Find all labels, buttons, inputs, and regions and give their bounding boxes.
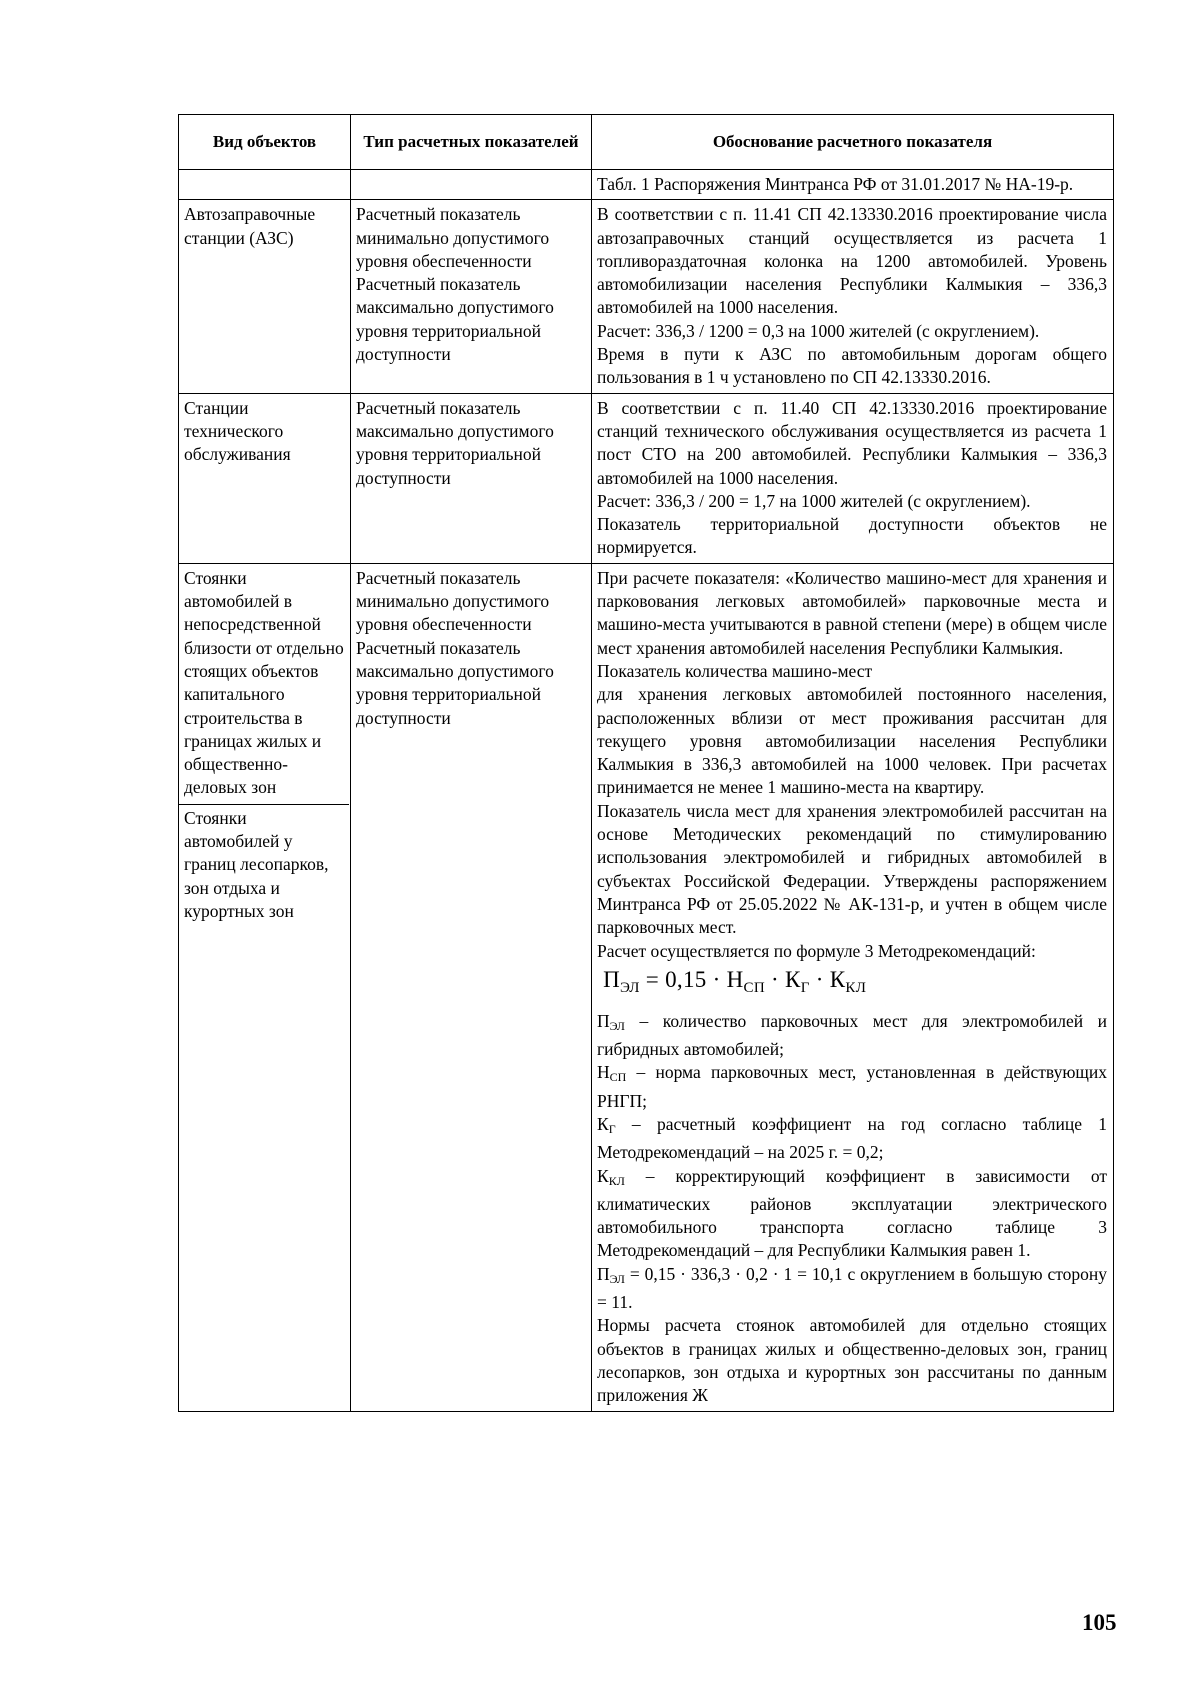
cell-object-type bbox=[179, 393, 351, 563]
justification-paragraph: Расчет осуществляется по формуле 3 Методрекомендаций: bbox=[597, 940, 1036, 961]
justification-paragraph: При расчете показателя: «Количество машино-мест для хранения и парковования легковых автомобилей» парковочные места и машино-места учитываются в равной степени (мере) в общем числе мест хранения автомобилей населения Республики Калмыкия. bbox=[597, 567, 1107, 658]
table-row bbox=[179, 563, 1114, 1411]
travel-time-paragraph: Время в пути к АЗС по автомобильным дорогам общего пользования в 1 ч установлено по СП 42.13330.2016. bbox=[597, 344, 1107, 388]
cell-indicator-type bbox=[351, 200, 592, 393]
cell-justification bbox=[592, 393, 1114, 563]
justification-paragraph: Показатель количества машино-мест bbox=[597, 660, 873, 681]
cell-justification bbox=[592, 563, 1114, 1411]
table-row bbox=[179, 200, 1114, 393]
cell-justification bbox=[592, 200, 1114, 393]
justification-paragraph: для хранения легковых автомобилей постоянного населения, расположенных вблизи от мест проживания рассчитан для текущего уровня автомобилизации населения Республики Калмыкия в 336,3 автомобилей на 1000 человек. При расчетах принимается не менее 1 машино-места на квартиру. bbox=[597, 684, 1107, 798]
definition-paragraph: $К_{КЛ}$ – корректирующий коэффициент в зависимости от климатических районов эксплуатации электрического автомобильного транспорта согласно таблице 3 Методрекомендаций – для Республики Калмыкия равен 1. bbox=[597, 1165, 1107, 1261]
cell-empty bbox=[351, 170, 592, 200]
indicator-max-accessibility: Расчетный показатель максимально допустимого уровня территориальной доступности bbox=[356, 274, 554, 365]
cell-empty bbox=[179, 170, 351, 200]
cell-object-type bbox=[179, 200, 351, 393]
justification-paragraph: Нормы расчета стоянок автомобилей для отдельно стоящих объектов в границах жилых и общественно-деловых зон, границ лесопарков, зон отдыха и курортных зон рассчитаны по данным приложения Ж bbox=[597, 1315, 1107, 1406]
calculation-paragraph: Расчет: 336,3 / 1200 = 0,3 на 1000 жителей (с округлением). bbox=[597, 320, 1040, 341]
justification-paragraph: В соответствии с п. 11.41 СП 42.13330.2016 проектирование числа автозаправочных станций осуществляется из расчета 1 топливораздаточная колонка на 1200 автомобилей. Уровень автомобилизации населения Республики Калмыкия – 336,3 автомобилей на 1000 населения. bbox=[597, 204, 1107, 318]
justification-paragraph: Показатель числа мест для хранения электромобилей рассчитан на основе Методических рекомендаций по стимулированию использования электромобилей и гибридных автомобилей в субъектах Российской Федерации. Утверждены распоряжением Минтранса РФ от 25.05.2022 № АК-131-р, и учтен в общем числе парковочных мест. bbox=[597, 800, 1107, 938]
object-service-stations: Станции технического обслуживания bbox=[184, 397, 291, 465]
definition-paragraph: $П_{ЭЛ}$ – количество парковочных мест для электромобилей и гибридных автомобилей; bbox=[597, 1010, 1107, 1060]
formula: $П_{ЭЛ} = 0,15 \cdot Н_{СП} \cdot К_Г \cdot К_{КЛ}$ bbox=[603, 966, 867, 996]
calculation-paragraph: Расчет: 336,3 / 200 = 1,7 на 1000 жителей (с округлением). bbox=[597, 490, 1031, 511]
indicator-max-accessibility: Расчетный показатель максимально допустимого уровня территориальной доступности bbox=[356, 397, 554, 488]
header-justification: Обоснование расчетного показателя bbox=[592, 115, 1114, 170]
table-row bbox=[179, 393, 1114, 563]
object-parking-recreation: Стоянки автомобилей у границ лесопарков, зон отдыха и курортных зон bbox=[178, 804, 349, 923]
definition-paragraph: $К_Г$ – расчетный коэффициент на год согласно таблице 1 Методрекомендаций – на 2025 г. = 0,2; bbox=[597, 1113, 1107, 1163]
standards-table bbox=[178, 114, 1114, 1412]
page-number: 105 bbox=[1082, 1610, 1117, 1635]
cell-object-type bbox=[179, 563, 351, 1411]
definition-paragraph: $Н_{СП}$ – норма парковочных мест, установленная в действующих РНГП; bbox=[597, 1062, 1107, 1111]
calculation-paragraph: $П_{ЭЛ} = 0,15 \cdot 336,3 \cdot 0,2 \cdot 1 = 10,1$ с округлением в большую сторону = 11. bbox=[597, 1263, 1107, 1313]
table-header-row bbox=[179, 115, 1114, 170]
header-object-type: Вид объектов bbox=[179, 115, 351, 170]
cell-indicator-type bbox=[351, 393, 592, 563]
object-parking-residential: Стоянки автомобилей в непосредственной близости от отдельно стоящих объектов капитального строительства в границах жилых и общественно-деловых зон bbox=[184, 567, 344, 798]
indicator-min-provision: Расчетный показатель минимально допустимого уровня обеспеченности bbox=[356, 567, 550, 635]
justification-paragraph: В соответствии с п. 11.40 СП 42.13330.2016 проектирование станций технического обслуживания осуществляется из расчета 1 пост СТО на 200 автомобилей. Республики Калмыкия – 336,3 автомобилей на 1000 населения. bbox=[597, 397, 1107, 488]
indicator-min-provision: Расчетный показатель минимально допустимого уровня обеспеченности bbox=[356, 204, 550, 271]
cell-justification bbox=[592, 170, 1114, 200]
cell-indicator-type bbox=[351, 563, 592, 1411]
header-indicator-type: Тип расчетных показателей bbox=[351, 115, 592, 170]
table-row bbox=[179, 170, 1114, 200]
accessibility-paragraph: Показатель территориальной доступности объектов не нормируется. bbox=[597, 514, 1107, 558]
reference-text: Табл. 1 Распоряжения Минтранса РФ от 31.01.2017 № НА-19-р. bbox=[597, 174, 1074, 194]
object-azs: Автозаправочные станции (АЗС) bbox=[184, 204, 316, 248]
indicator-max-accessibility: Расчетный показатель максимально допустимого уровня территориальной доступности bbox=[356, 637, 554, 728]
